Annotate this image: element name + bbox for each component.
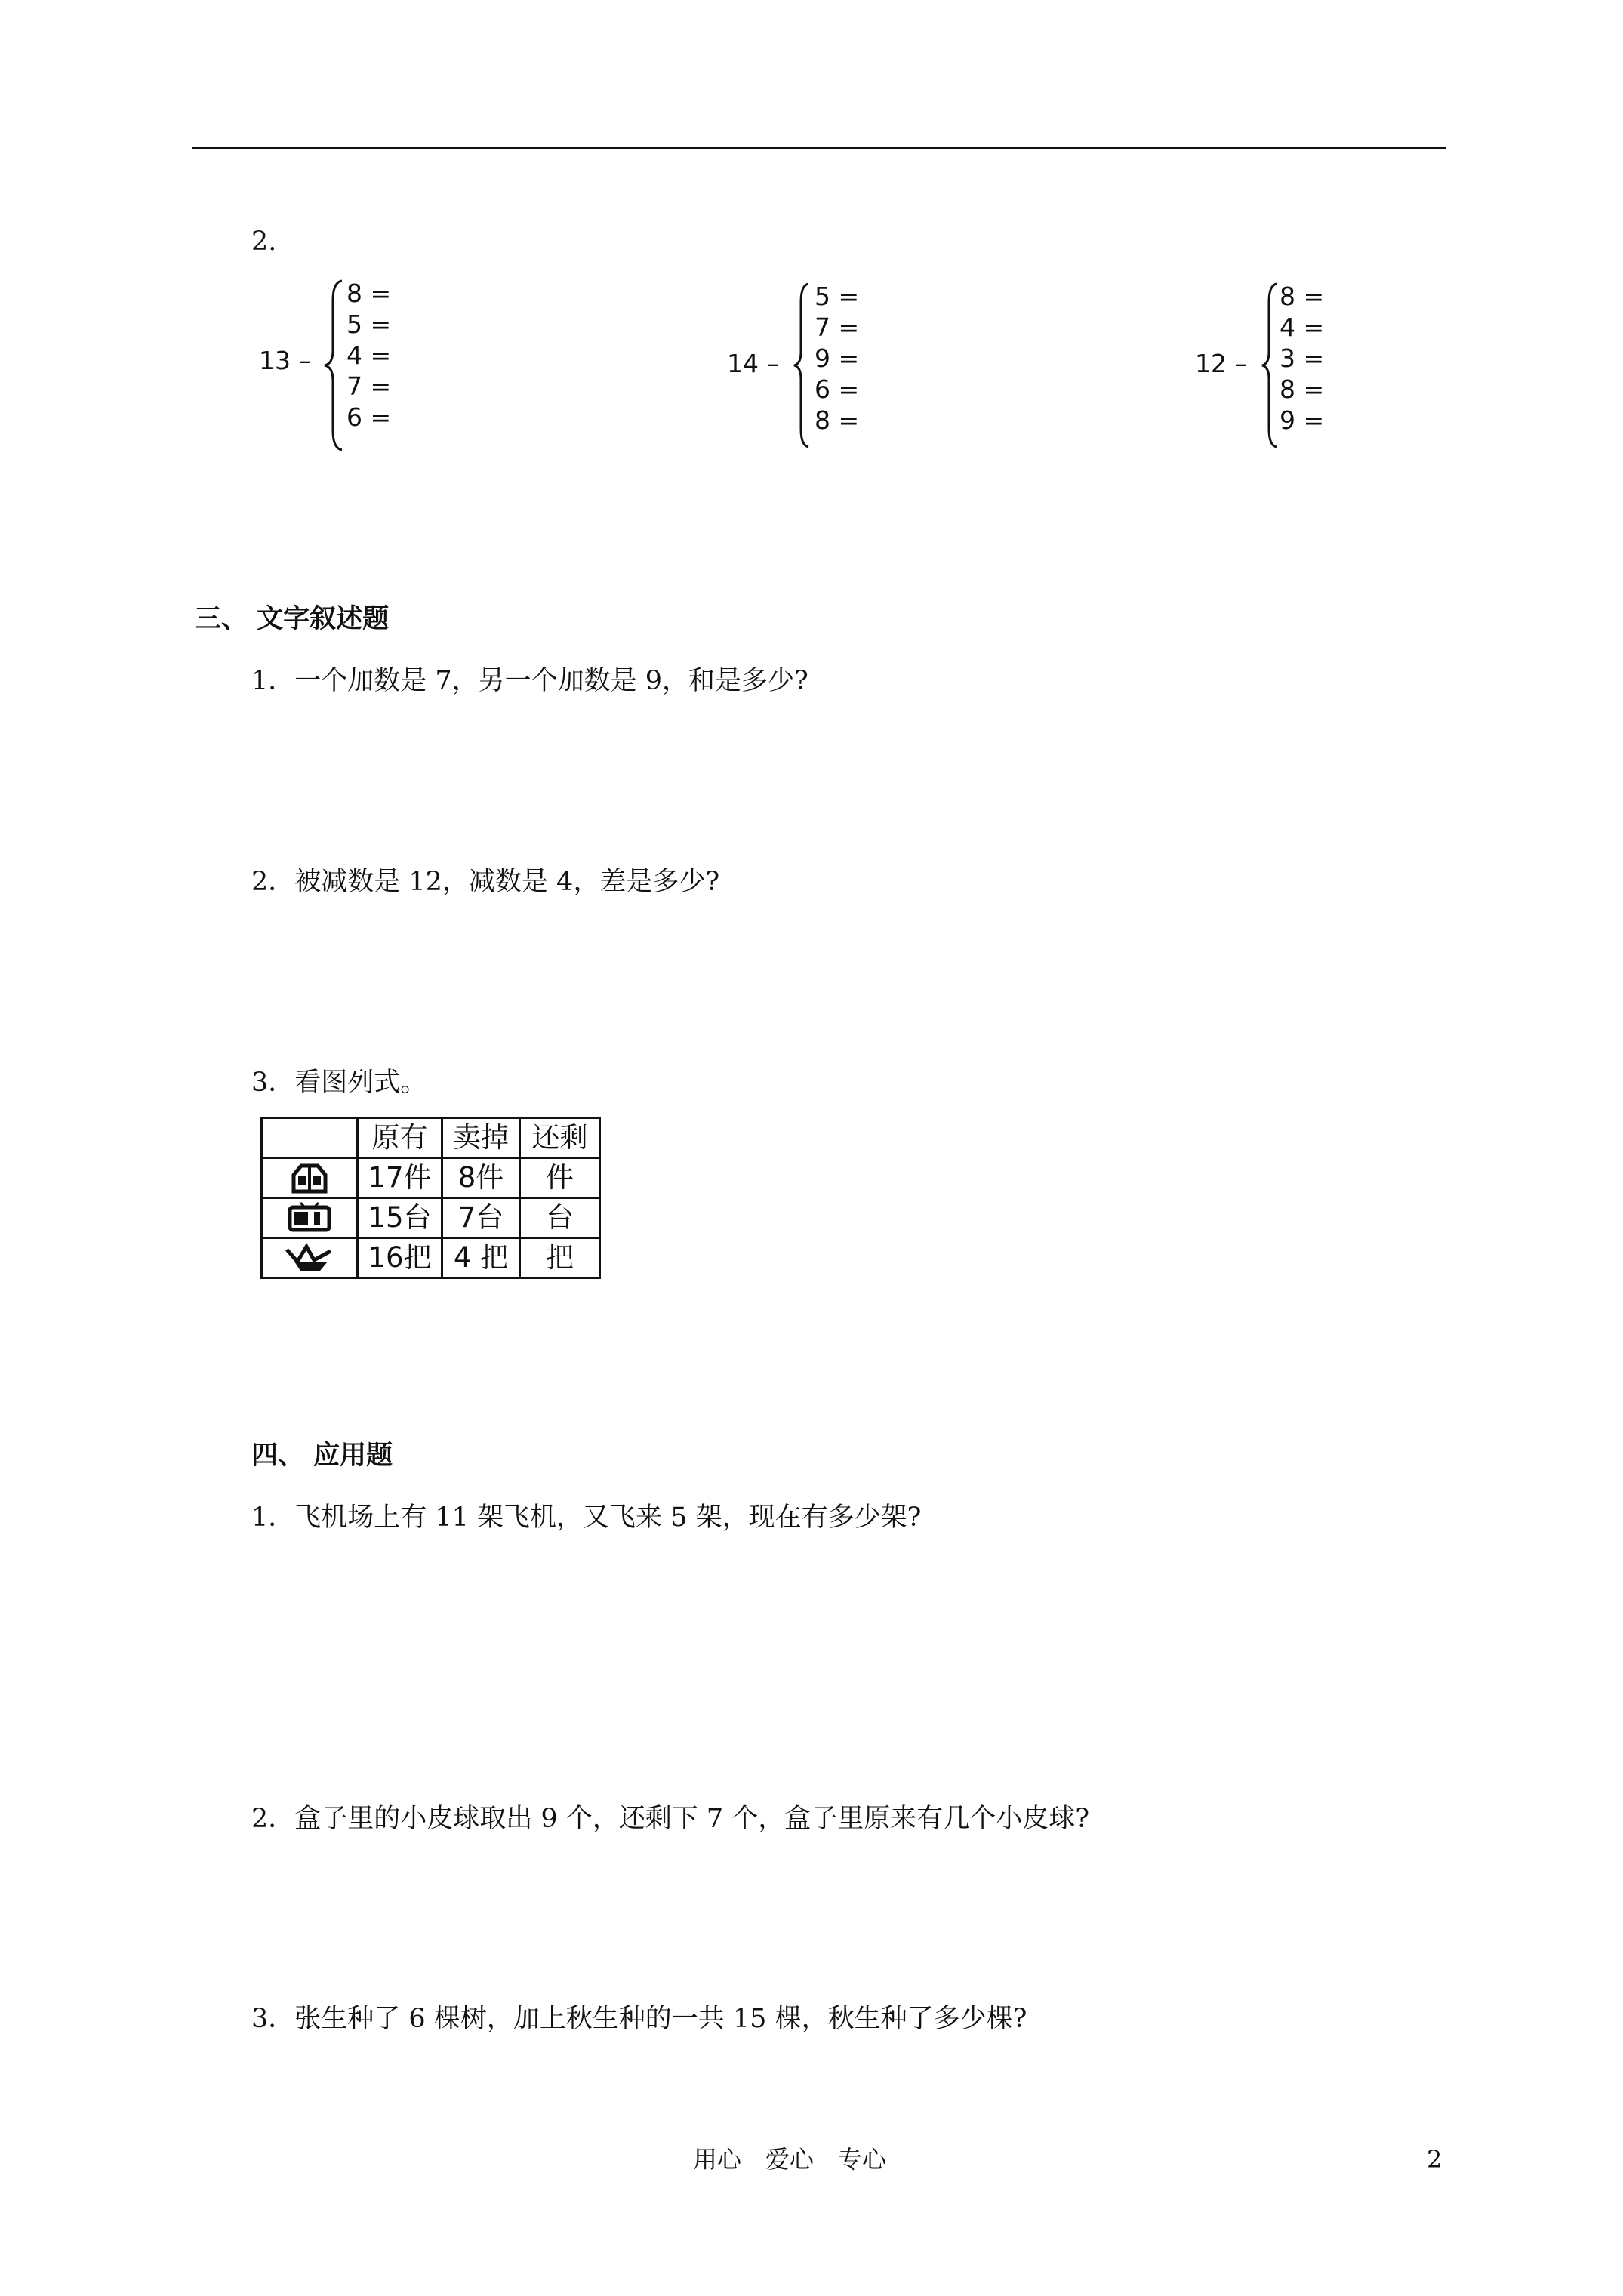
picture-table [260,1117,601,1279]
table-row [262,1198,600,1238]
table-cell: 16把 [358,1238,442,1278]
table-header-cell: 原有 [358,1118,442,1158]
question-text: 2．被减数是 12，减数是 4，差是多少? [251,867,720,897]
minuend-expression: 14 – [727,349,779,378]
subtrahend-item: 5 = [815,282,860,311]
footer-motto: 用心 爱心 专心 [693,2145,887,2174]
subtrahend-item: 8 = [346,279,392,308]
minuend-expression: 13 – [259,346,311,375]
subtrahend-item: 6 = [346,402,392,432]
table-cell: 台 [520,1198,600,1238]
table-cell: 件 [520,1158,600,1198]
table-cell: 把 [520,1238,600,1278]
section-heading: 三、 文字叙述题 [195,603,390,634]
section-heading: 四、 应用题 [251,1440,393,1471]
subtrahend-item: 6 = [815,374,860,404]
minuend-expression: 12 – [1195,349,1247,378]
clothing-icon [288,1161,331,1194]
table-header-cell [262,1118,358,1158]
table-header-row [262,1118,600,1158]
question-text: 2．盒子里的小皮球取出 9 个，还剩下 7 个，盒子里原来有几个小皮球? [251,1804,1090,1834]
table-cell: 17件 [358,1158,442,1198]
umbrella-icon [284,1242,335,1274]
table-header-cell: 还剩 [520,1118,600,1158]
table-cell: 7台 [442,1198,520,1238]
subtrahend-item: 7 = [346,371,392,401]
brace-icon [1260,281,1280,450]
page-number: 2 [1427,2145,1443,2174]
tv-icon [285,1201,334,1234]
subtrahend-item: 5 = [346,310,392,339]
header-rule [192,147,1446,149]
subtrahend-item: 8 = [815,405,860,435]
table-cell: 4 把 [442,1238,520,1278]
subtrahend-item: 7 = [815,313,860,342]
table-header-cell: 卖掉 [442,1118,520,1158]
question-text: 1．飞机场上有 11 架飞机，又飞来 5 架，现在有多少架? [251,1502,922,1533]
question-text: 3．看图列式。 [251,1068,427,1098]
subtrahend-item: 8 = [1280,374,1325,404]
table-row [262,1158,600,1198]
brace-icon [792,281,812,450]
subtrahend-item: 3 = [1280,344,1325,373]
question-text: 3．张生种了 6 棵树，加上秋生种的一共 15 棵，秋生种了多少棵? [251,2004,1027,2034]
subtrahend-item: 4 = [1280,313,1325,342]
brace-icon [322,278,345,453]
subtrahend-item: 9 = [1280,405,1325,435]
exercise-number: 2. [251,227,277,257]
table-cell: 8件 [442,1158,520,1198]
table-row [262,1238,600,1278]
question-text: 1．一个加数是 7，另一个加数是 9，和是多少? [251,666,808,696]
subtrahend-item: 8 = [1280,282,1325,311]
subtrahend-item: 9 = [815,344,860,373]
table-cell: 15台 [358,1198,442,1238]
subtrahend-item: 4 = [346,341,392,370]
